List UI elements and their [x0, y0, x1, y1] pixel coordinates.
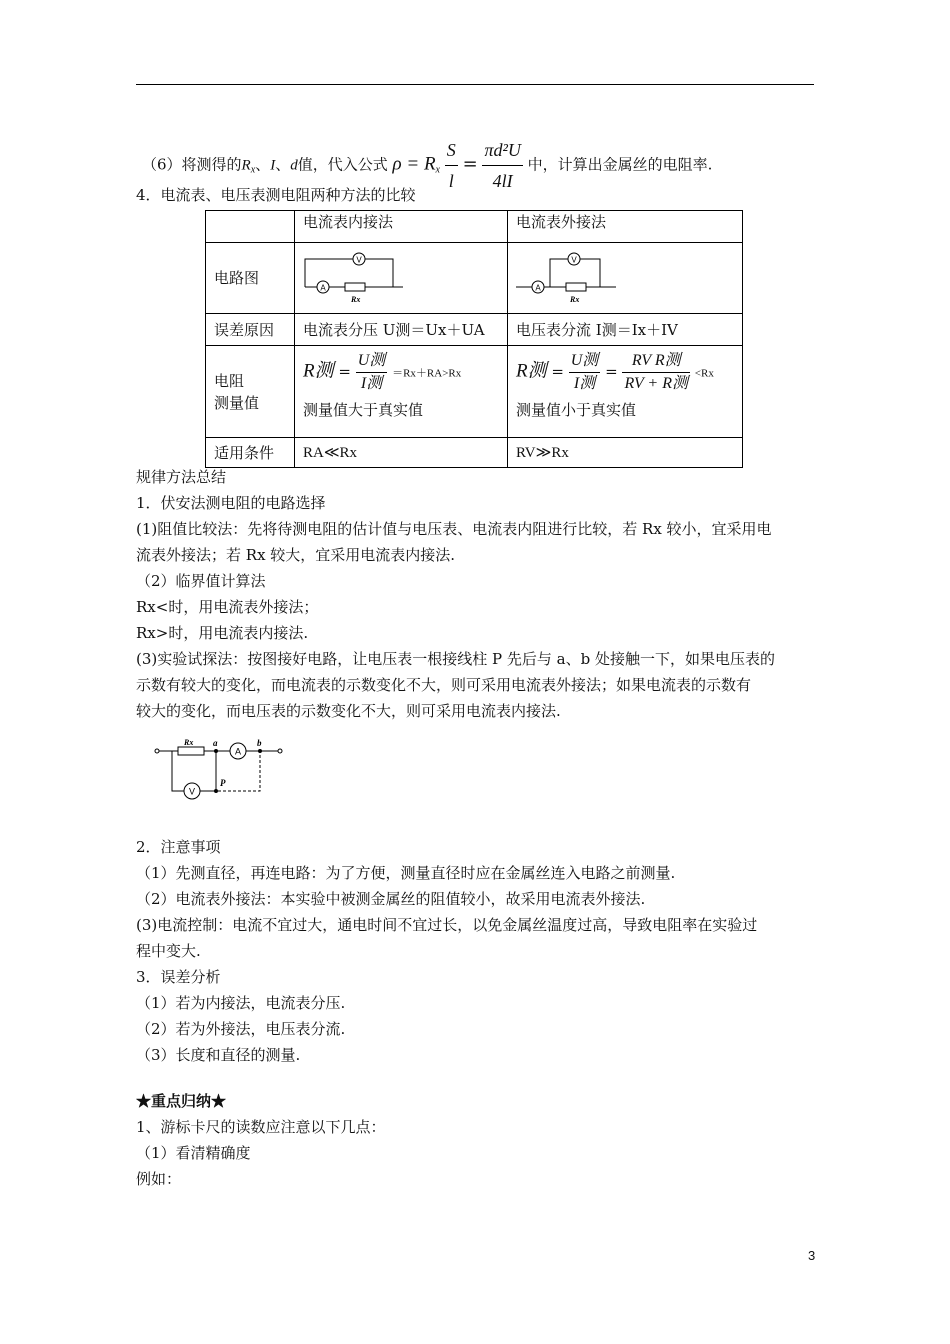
key-title: ★重点归纳★ — [136, 1092, 227, 1110]
inner-note: 测量值大于真实值 — [303, 401, 424, 419]
inner-fraction — [356, 350, 388, 395]
measure-inner — [295, 346, 508, 438]
fraction-resistivity — [482, 135, 522, 196]
s1-heading: 1．伏安法测电阻的电路选择 — [136, 494, 326, 512]
s2-heading: 2．注意事项 — [136, 838, 221, 856]
s1-1-line-a: (1)阻值比较法：先将待测电阻的估计值与电压表、电流表内阻进行比较，若 Rx 较小，宜采用电 — [136, 520, 772, 538]
inner-voltmeter-label: V — [356, 255, 362, 265]
outer-circuit-diagram — [516, 243, 616, 307]
frac1-num: S — [445, 135, 458, 166]
s1-3-line-c: 较大的变化，而电压表的示数变化不大，则可采用电流表内接法. — [136, 702, 561, 720]
trial-circuit-diagram — [150, 736, 285, 806]
outer-eq1: = — [551, 362, 564, 381]
col-inner: 电流表内接法 — [295, 211, 508, 243]
circuit-row — [206, 243, 743, 314]
step6-mid: 值，代入公式 — [297, 155, 388, 174]
outer-den2: RV + R测 — [624, 375, 688, 392]
error-row — [206, 314, 743, 346]
s2-2: （2）电流表外接法：本实验中被测金属丝的阻值较小，故采用电流表外接法. — [136, 890, 646, 908]
trial-rx-label: Rx — [184, 738, 194, 747]
cond-inner: RA≪Rx — [295, 438, 508, 468]
error-inner: 电流表分压 U测＝Ux＋UA — [295, 314, 508, 346]
col-outer: 电流表外接法 — [508, 211, 743, 243]
s2-3-line-a: (3)电流控制：电流不宜过大，通电时间不宜过长，以免金属丝温度过高，导致电阻率在实验过 — [136, 916, 758, 934]
table-header-row — [206, 211, 743, 243]
rho-sub: x — [435, 164, 440, 176]
step6-sep1: 、 — [255, 155, 271, 174]
inner-den: I测 — [360, 375, 383, 392]
step6-d: d — [290, 157, 298, 174]
row-cond-label: 适用条件 — [206, 438, 295, 468]
outer-ammeter-label: A — [535, 283, 541, 293]
header-rule — [136, 84, 814, 85]
step6-prefix: （6）将测得的 — [142, 155, 242, 174]
outer-fraction-2 — [622, 350, 690, 395]
trial-point-b: b — [257, 738, 262, 748]
row-measure-line2: 测量值 — [214, 393, 260, 412]
s3-heading: 3．误差分析 — [136, 968, 221, 986]
row-measure-label — [206, 346, 295, 438]
comparison-table — [205, 210, 743, 468]
frac2-den: 4lI — [492, 171, 513, 191]
inner-circuit-cell — [295, 243, 508, 314]
outer-eq2: = — [605, 362, 618, 381]
step6-sep2: 、 — [275, 155, 291, 174]
row-measure-line1: 电阻 — [214, 371, 245, 390]
measure-row — [206, 346, 743, 438]
outer-voltmeter-label: V — [571, 255, 577, 265]
summary-title: 规律方法总结 — [136, 468, 227, 486]
outer-num1: U测 — [569, 350, 601, 373]
outer-num2: RV R测 — [622, 350, 690, 373]
heading-4: 4．电流表、电压表测电阻两种方法的比较 — [136, 186, 416, 204]
trial-ammeter-label: A — [234, 746, 242, 757]
trial-voltmeter-label: V — [188, 786, 196, 797]
outer-fraction-1 — [569, 350, 601, 395]
frac2-num: πd²U — [482, 135, 522, 166]
step6-suffix: 中，计算出金属丝的电阻率. — [527, 155, 713, 174]
inner-r-meas: R测 — [303, 360, 334, 382]
outer-tail: <Rx — [694, 367, 714, 380]
outer-rx-label: Rx — [570, 295, 580, 304]
inner-rx-label: Rx — [351, 295, 361, 304]
table-corner — [206, 211, 295, 243]
outer-den1: I测 — [573, 375, 596, 392]
step6-rx-sub: x — [250, 164, 256, 176]
equals: = — [462, 153, 478, 175]
outer-note: 测量值小于真实值 — [516, 401, 637, 419]
k1-1: （1）看清精确度 — [136, 1144, 251, 1162]
rho-formula: ρ = R — [392, 153, 436, 175]
example-label: 例如： — [136, 1170, 182, 1188]
s3-2: （2）若为外接法，电压表分流. — [136, 1020, 346, 1038]
condition-row — [206, 438, 743, 468]
s1-1-line-b: 流表外接法；若 Rx 较大，宜采用电流表内接法. — [136, 546, 456, 564]
s1-3-line-b: 示数有较大的变化，而电流表的示数变化不大，则可采用电流表外接法；如果电流表的示数有 — [136, 676, 752, 694]
row-circuit-label: 电路图 — [206, 243, 295, 314]
outer-r-meas: R测 — [516, 360, 547, 382]
frac1-den: l — [448, 171, 454, 191]
trial-point-p: P — [220, 778, 226, 788]
s1-2-b: Rx>时，用电流表内接法. — [136, 624, 309, 642]
s2-3-line-b: 程中变大. — [136, 942, 201, 960]
step6-rx: R — [241, 157, 251, 174]
s1-2-a: Rx<时，用电流表外接法； — [136, 598, 319, 616]
s1-2: （2）临界值计算法 — [136, 572, 266, 590]
row-error-label: 误差原因 — [206, 314, 295, 346]
k1: 1、游标卡尺的读数应注意以下几点： — [136, 1118, 386, 1136]
inner-ammeter-label: A — [320, 283, 326, 293]
page-number: 3 — [808, 1248, 816, 1263]
step6-i: I — [270, 157, 276, 174]
error-outer: 电压表分流 I测＝Ix＋IV — [508, 314, 743, 346]
s3-3: （3）长度和直径的测量. — [136, 1046, 301, 1064]
inner-circuit-diagram — [303, 243, 403, 307]
measure-outer — [508, 346, 743, 438]
trial-point-a: a — [213, 738, 218, 748]
fraction-s-over-l — [445, 135, 458, 196]
cond-outer: RV≫Rx — [508, 438, 743, 468]
inner-num: U测 — [356, 350, 388, 373]
inner-tail: ＝Rx＋RA>Rx — [392, 367, 462, 380]
s2-1: （1）先测直径，再连电路：为了方便，测量直径时应在金属丝连入电路之前测量. — [136, 864, 676, 882]
inner-eq: = — [338, 362, 351, 381]
s3-1: （1）若为内接法，电流表分压. — [136, 994, 346, 1012]
s1-3-line-a: (3)实验试探法：按图接好电路，让电压表一根接线柱 P 先后与 a、b 处接触一下，如果电压表的 — [136, 650, 775, 668]
outer-circuit-cell — [508, 243, 743, 314]
